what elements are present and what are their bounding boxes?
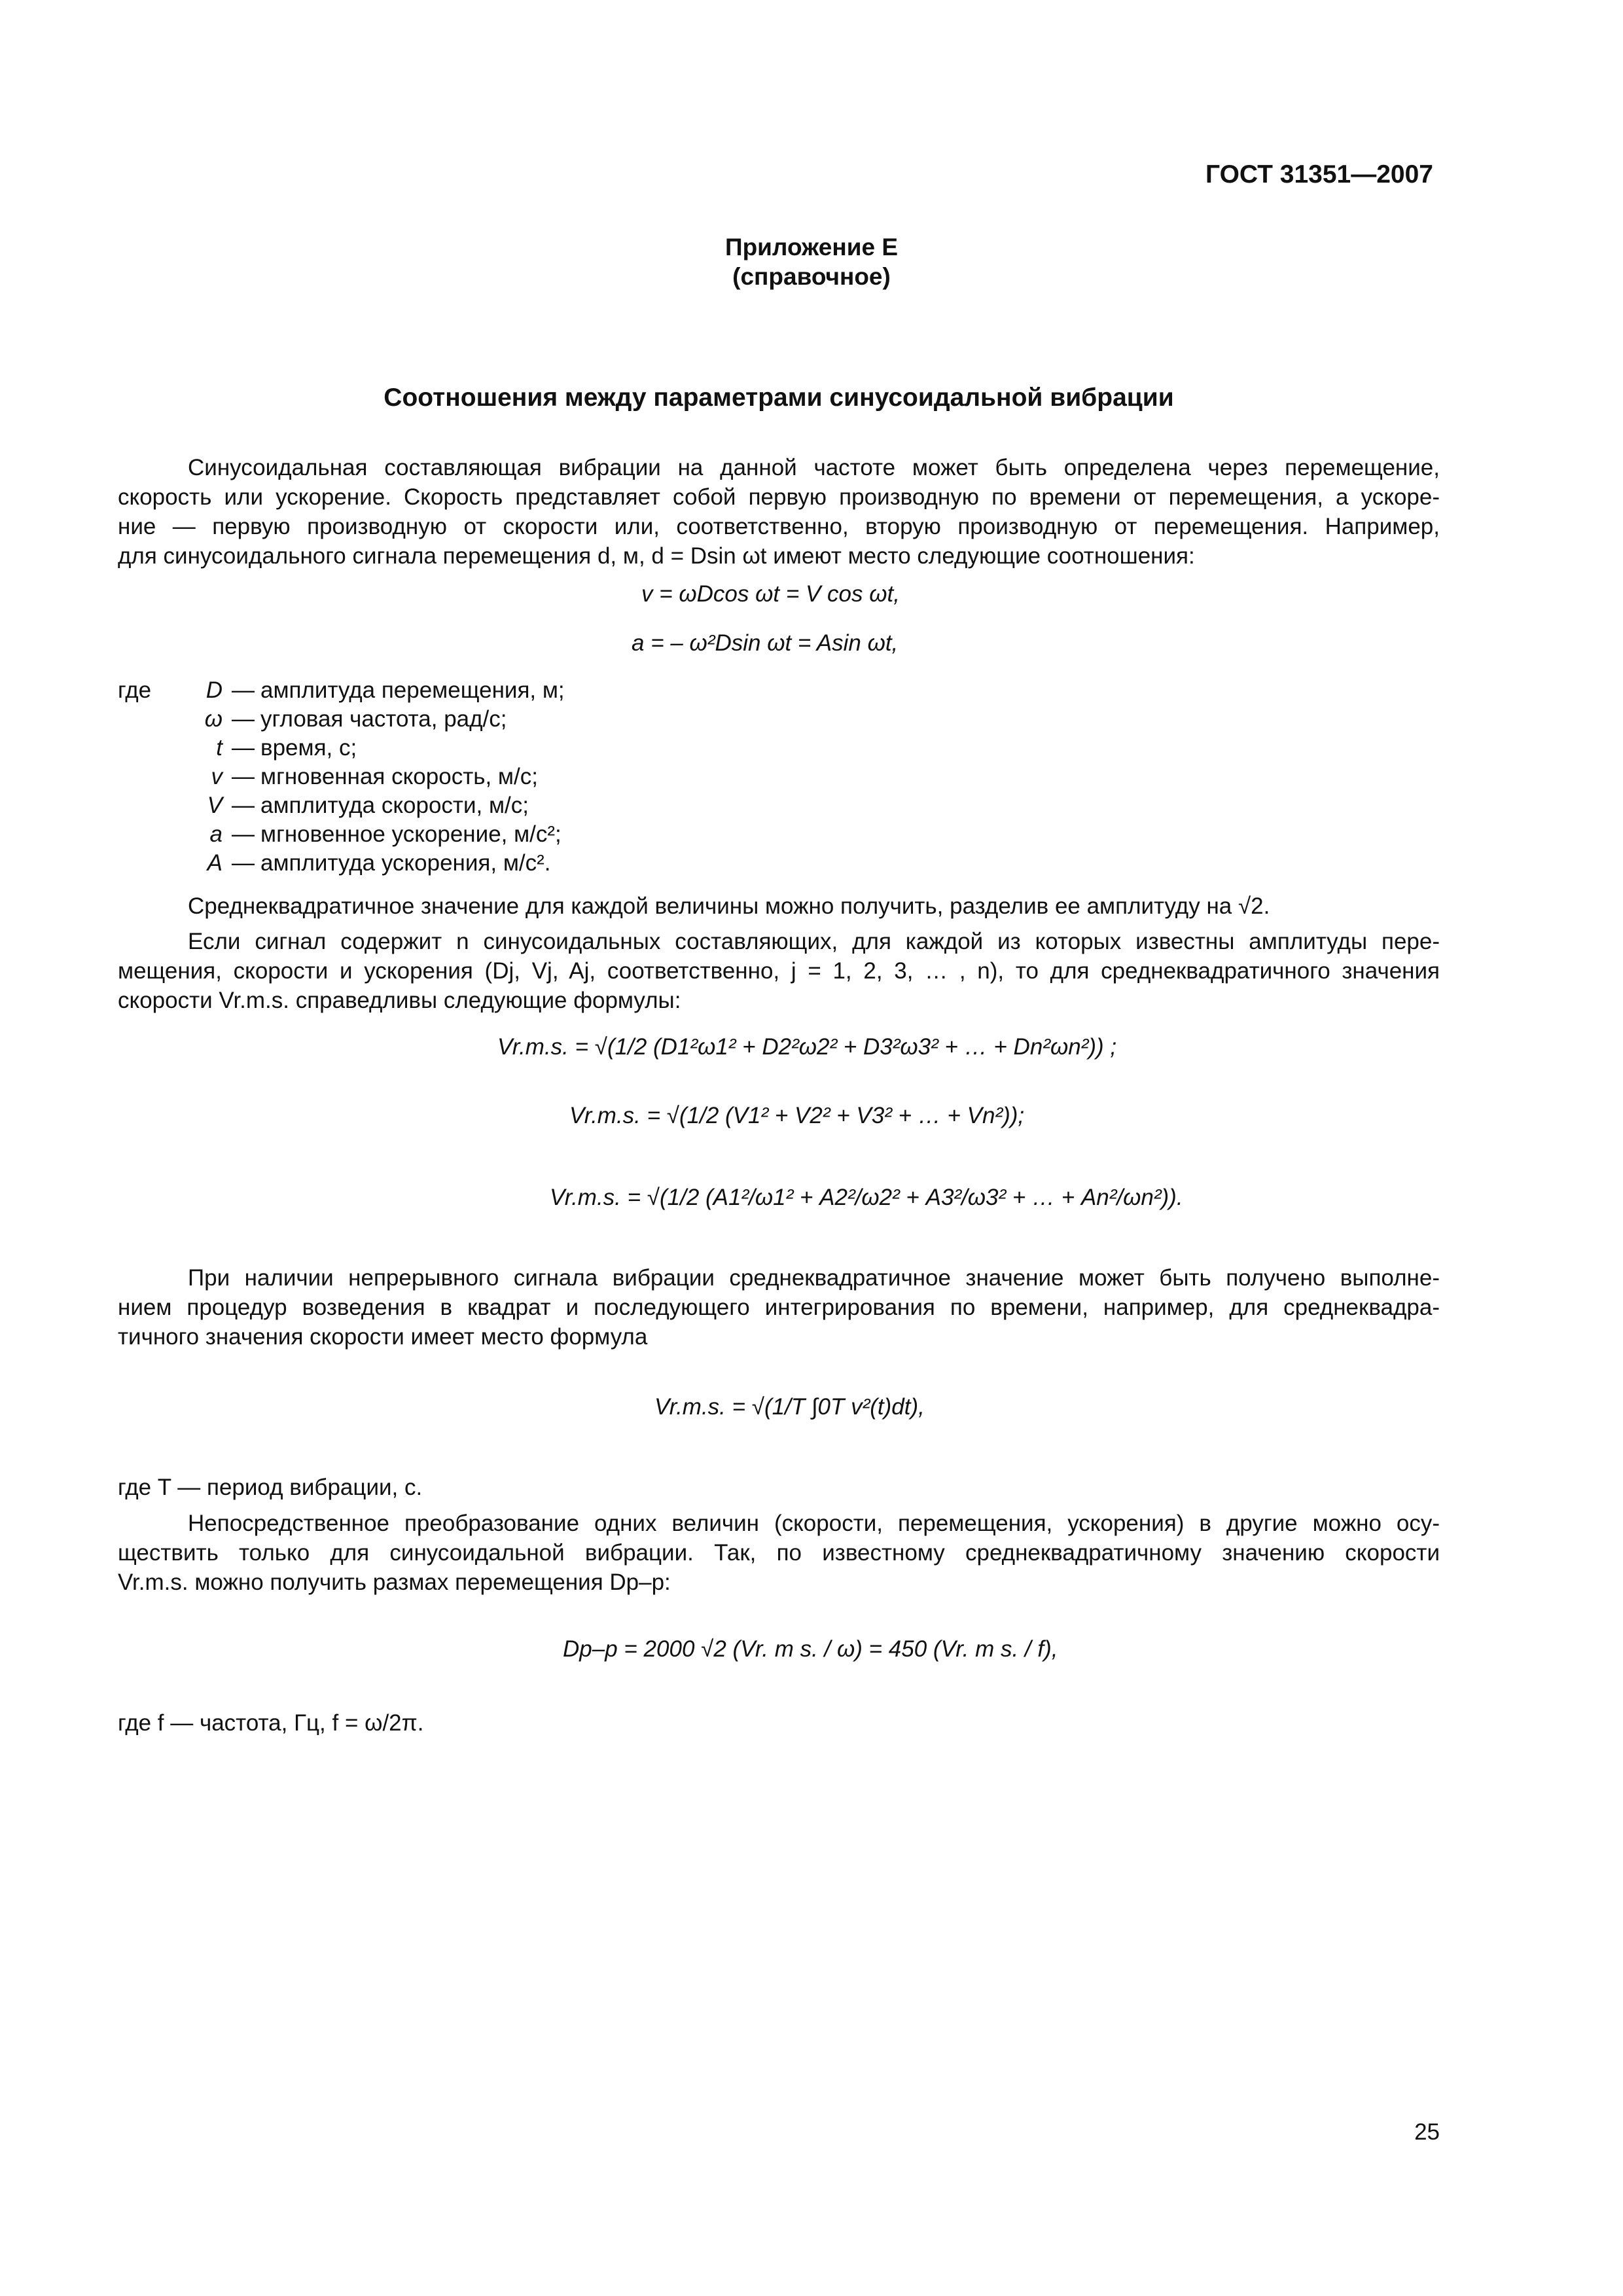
legend-row (118, 821, 772, 849)
legend-dash: — (232, 735, 255, 761)
legend-dash: — (232, 677, 255, 703)
intro-line-3: ние — первую производную от скорости или, соответственно, вторую производную от перемещения. Например, (118, 514, 1440, 539)
legend-text: мгновенное ускорение, м/с²; (260, 821, 562, 847)
formula-integral-rms: Vr.m.s. = √(1/T ∫0T v²(t)dt), (654, 1394, 925, 1420)
page-number: 25 (1414, 2119, 1440, 2145)
legend-row (118, 706, 772, 734)
legend-symbol: v (211, 764, 223, 789)
rms-note (118, 891, 1440, 921)
legend-dash: — (232, 793, 255, 818)
legend-symbol: a (209, 821, 223, 847)
annex-type: (справочное) (732, 263, 891, 290)
legend-dash: — (232, 764, 255, 789)
legend-text: амплитуда ускорения, м/с². (260, 850, 551, 876)
equation-velocity: v = ωDcos ωt = V cos ωt, (641, 581, 900, 607)
legend-text: время, с; (260, 735, 357, 761)
legend-dash: — (232, 706, 255, 732)
direct-line-1: Непосредственное преобразование одних величин (скорости, перемещения, ускорения) в другие можно осу- (188, 1511, 1440, 1536)
formula-acceleration-rms: Vr.m.s. = √(1/2 (A1²/ω1² + A2²/ω2² + A3²/ω3² + … + An²/ωn²)). (550, 1185, 1183, 1210)
legend-symbol: t (216, 735, 223, 761)
nsignal-paragraph (118, 927, 1440, 1015)
legend-symbol: ω (204, 706, 223, 732)
where-frequency: где f — частота, Гц, f = ω/2π. (118, 1710, 424, 1736)
nsignal-line-3: скорости Vr.m.s. справедливы следующие формулы: (118, 988, 681, 1013)
continuous-line-2: нием процедур возведения в квадрат и последующего интегрирования по времени, например, для среднеквадра- (118, 1295, 1440, 1320)
where-period: где T — период вибрации, с. (118, 1475, 423, 1500)
intro-line-2: скорость или ускорение. Скорость представляет собой первую производную по времени от перемещения, а ускоре- (118, 484, 1440, 510)
rms-note-text: Среднеквадратичное значение для каждой величины можно получить, разделив ее амплитуду на √2. (188, 893, 1270, 919)
legend-row (118, 850, 772, 878)
legend-text: амплитуда перемещения, м; (260, 677, 565, 703)
legend-text: амплитуда скорости, м/с; (260, 793, 529, 818)
legend-row (118, 764, 772, 791)
formula-peak-to-peak: Dp–p = 2000 √2 (Vr. m s. / ω) = 450 (Vr. m s. / f), (563, 1636, 1058, 1662)
legend-dash: — (232, 821, 255, 847)
nsignal-line-1: Если сигнал содержит n синусоидальных составляющих, для каждой из которых известны амплитуды пере- (188, 929, 1440, 954)
section-title: Соотношения между параметрами синусоидальной вибрации (383, 384, 1174, 412)
legend-symbol: A (207, 850, 223, 876)
equation-acceleration: a = – ω²Dsin ωt = Asin ωt, (632, 630, 899, 656)
legend-dash: — (232, 850, 255, 876)
formula-displacement-rms: Vr.m.s. = √(1/2 (D1²ω1² + D2²ω2² + D3²ω3² + … + Dn²ωn²)) ; (497, 1034, 1117, 1060)
legend-text: угловая частота, рад/с; (260, 706, 507, 732)
direct-line-2: ществить только для синусоидальной вибрации. Так, по известному среднеквадратичному значению скорости (118, 1540, 1440, 1566)
intro-paragraph (118, 453, 1440, 571)
standard-number: ГОСТ 31351—2007 (1205, 160, 1433, 188)
intro-line-4: для синусоидального сигнала перемещения d, м, d = Dsin ωt имеют место следующие соотношения: (118, 543, 1195, 569)
nsignal-line-2: мещения, скорости и ускорения (Dj, Vj, Aj, соответственно, j = 1, 2, 3, … , n), то для среднеквадратичного значения (118, 958, 1440, 984)
legend-symbol: D (205, 677, 223, 703)
legend-symbol: V (207, 793, 223, 818)
legend-row (118, 677, 772, 705)
direct-paragraph (118, 1509, 1440, 1597)
continuous-paragraph (118, 1263, 1440, 1352)
direct-line-3: Vr.m.s. можно получить размах перемещения Dp–p: (118, 1570, 671, 1595)
legend-row (118, 735, 772, 762)
continuous-line-3: тичного значения скорости имеет место формула (118, 1324, 648, 1350)
legend-row (118, 793, 772, 820)
formula-velocity-rms: Vr.m.s. = √(1/2 (V1² + V2² + V3² + … + Vn²)); (569, 1103, 1025, 1128)
annex-label: Приложение Е (724, 234, 899, 260)
legend-prefix: где (118, 677, 152, 703)
legend-text: мгновенная скорость, м/с; (260, 764, 538, 789)
continuous-line-1: При наличии непрерывного сигнала вибрации среднеквадратичное значение может быть получено выполне- (188, 1265, 1440, 1291)
intro-line-1: Синусоидальная составляющая вибрации на данной частоте может быть определена через перемещение, (188, 455, 1440, 480)
